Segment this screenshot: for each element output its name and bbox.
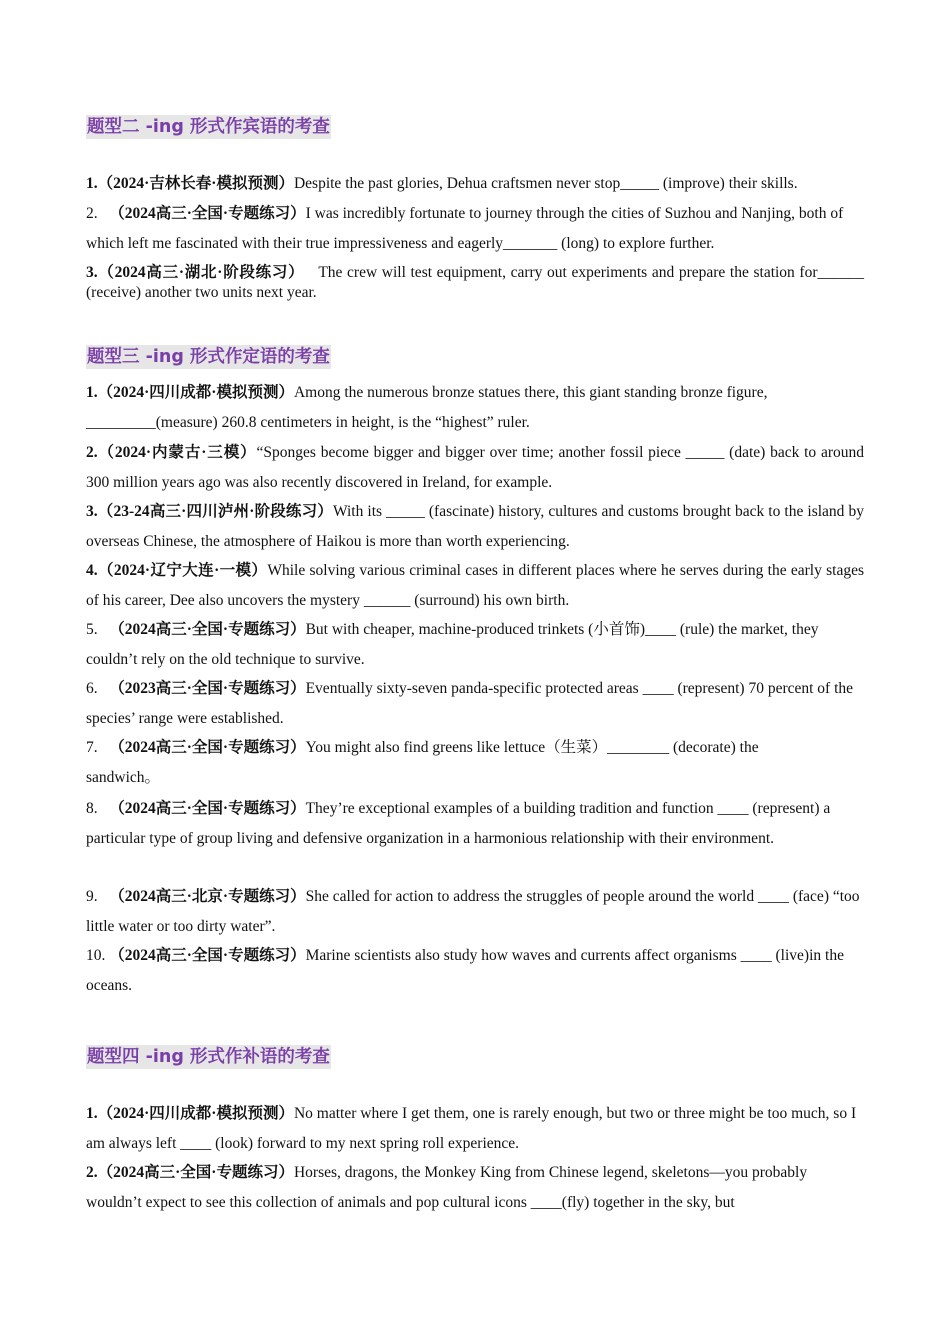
question-item: 3.（2024高三·湖北·阶段练习） The crew will test equipment, carry out experiments and prepare the station for______ (receive) another two units next year. (86, 264, 865, 301)
question-text: They’re exceptional examples of a building tradition and function ____ (represent) a particular type of group living and defensive organization in a harmonious relationship with their environment. (86, 800, 831, 847)
question-item: 1.（2024·四川成都·模拟预测）Among the numerous bronze statues there, this giant standing bronze figure, _________(measure) 260.8 centimeters in height, is the “highest” ruler. (86, 384, 768, 431)
question-text: No matter where I get them, one is rarely enough, but two or three might be too much, so I am always left ____ (look) forward to my next spring roll experience. (86, 1105, 857, 1152)
question-source: （2024·辽宁大连·一模） (97, 562, 268, 579)
question-item: 5. （2024高三·全国·专题练习）But with cheaper, machine-produced trinkets (小首饰)____ (rule) the market, they couldn’t rely on the old technique to survive. (86, 621, 819, 668)
section-title: 题型四 -ing 形式作补语的考查 (87, 1047, 330, 1067)
question-item: 6. （2023高三·全国·专题练习）Eventually sixty-seven panda-specific protected areas ____ (represent) 70 percent of the species’ range were established. (86, 680, 854, 727)
question-item: 9. （2024高三·北京·专题练习）She called for action to address the struggles of people around the world ____ (face) “too little water or too dirty water”. (86, 888, 860, 935)
question-item: 2. （2024高三·全国·专题练习）I was incredibly fortunate to journey through the cities of Suzhou and Nanjing, both of which left me fascinated with their true impressiveness and eagerly_______ (long) to explore further. (86, 205, 844, 252)
question-text: With its _____ (fascinate) history, cultures and customs brought back to the island by overseas Chinese, the atmosphere of Haikou is more than worth experiencing. (86, 503, 864, 550)
question-source: （2024高三·全国·专题练习） (109, 621, 306, 638)
question-item: 4.（2024·辽宁大连·一模）While solving various criminal cases in different places where he serves during the early stages of his career, Dee also uncovers the mystery ______ (surround) his own birth. (86, 562, 864, 609)
question-source: （2024·四川成都·模拟预测） (97, 1105, 294, 1122)
question-text: I was incredibly fortunate to journey through the cities of Suzhou and Nanjing, both of which left me fascinated with their true impressiveness and eagerly_______ (long) to explore further. (86, 205, 844, 252)
question-text: The crew will test equipment, carry out experiments and prepare the station for______ (receive) another two units next year. (86, 264, 865, 301)
question-text: Marine scientists also study how waves and currents affect organisms ____ (live)in the oceans. (86, 947, 844, 994)
question-item: 7. （2024高三·全国·专题练习）You might also find greens like lettuce（生菜）________ (decorate) the sandwich。 (86, 739, 759, 786)
question-text: Among the numerous bronze statues there, this giant standing bronze figure, _________(measure) 260.8 centimeters in height, is the “highest” ruler. (86, 384, 768, 431)
question-text: She called for action to address the struggles of people around the world ____ (face) “too little water or too dirty water”. (86, 888, 860, 935)
question-source: （2024高三·湖北·阶段练习） (97, 264, 305, 281)
question-source: （2024·四川成都·模拟预测） (97, 384, 294, 401)
section-title: 题型三 -ing 形式作定语的考查 (87, 347, 330, 367)
question-text: While solving various criminal cases in different places where he serves during the early stages of his career, Dee also uncovers the mystery ______ (surround) his own birth. (86, 562, 864, 609)
question-item: 2.（2024·内蒙古·三模）“Sponges become bigger and bigger over time; another fossil piece _____ (date) back to around 300 million years ago was also recently discovered in Ireland, for example. (86, 444, 865, 491)
question-item: 1.（2024·吉林长春·模拟预测）Despite the past glories, Dehua craftsmen never stop_____ (improve) their skills. (86, 175, 798, 192)
question-text: Eventually sixty-seven panda-specific protected areas ____ (represent) 70 percent of the species’ range were established. (86, 680, 854, 727)
question-source: （2024高三·全国·专题练习） (109, 800, 306, 817)
question-source: （2023高三·全国·专题练习） (109, 680, 306, 697)
question-text: But with cheaper, machine-produced trinkets (小首饰)____ (rule) the market, they couldn’t rely on the old technique to survive. (86, 621, 819, 668)
question-text: Horses, dragons, the Monkey King from Chinese legend, skeletons—you probably wouldn’t expect to see this collection of animals and pop cultural icons ____(fly) together in the sky, but (86, 1164, 808, 1211)
question-source: （2024·吉林长春·模拟预测） (97, 175, 294, 192)
question-item: 3.（23-24高三·四川泸州·阶段练习）With its _____ (fascinate) history, cultures and customs brought back to the island by overseas Chinese, the atmosphere of Haikou is more than worth experiencing. (86, 503, 864, 550)
question-item: 10. （2024高三·全国·专题练习）Marine scientists also study how waves and currents affect organisms ____ (live)in the oceans. (86, 947, 844, 994)
question-text: You might also find greens like lettuce（生菜）________ (decorate) the sandwich。 (86, 739, 759, 786)
question-source: （2024·内蒙古·三模） (97, 444, 257, 461)
section-title: 题型二 -ing 形式作宾语的考查 (87, 117, 330, 137)
question-source: （2024高三·全国·专题练习） (109, 739, 306, 756)
question-item: 8. （2024高三·全国·专题练习）They’re exceptional examples of a building tradition and function ____ (represent) a particular type of group living and defensive organization in a harmonious relationship with their environment. (86, 800, 831, 847)
question-source: （2024高三·全国·专题练习） (109, 205, 306, 222)
question-text: “Sponges become bigger and bigger over time; another fossil piece _____ (date) back to around 300 million years ago was also recently discovered in Ireland, for example. (86, 444, 865, 491)
question-source: （2024高三·全国·专题练习） (109, 947, 306, 964)
question-source: （2024高三·全国·专题练习） (97, 1164, 294, 1181)
question-item: 1.（2024·四川成都·模拟预测）No matter where I get them, one is rarely enough, but two or three might be too much, so I am always left ____ (look) forward to my next spring roll experience. (86, 1105, 857, 1152)
question-item: 2.（2024高三·全国·专题练习）Horses, dragons, the Monkey King from Chinese legend, skeletons—you probably wouldn’t expect to see this collection of animals and pop cultural icons ____(fly) together in the sky, but (86, 1164, 808, 1211)
question-text: Despite the past glories, Dehua craftsmen never stop_____ (improve) their skills. (293, 175, 798, 192)
question-source: （2024高三·北京·专题练习） (109, 888, 306, 905)
question-source: （23-24高三·四川泸州·阶段练习） (97, 503, 333, 520)
